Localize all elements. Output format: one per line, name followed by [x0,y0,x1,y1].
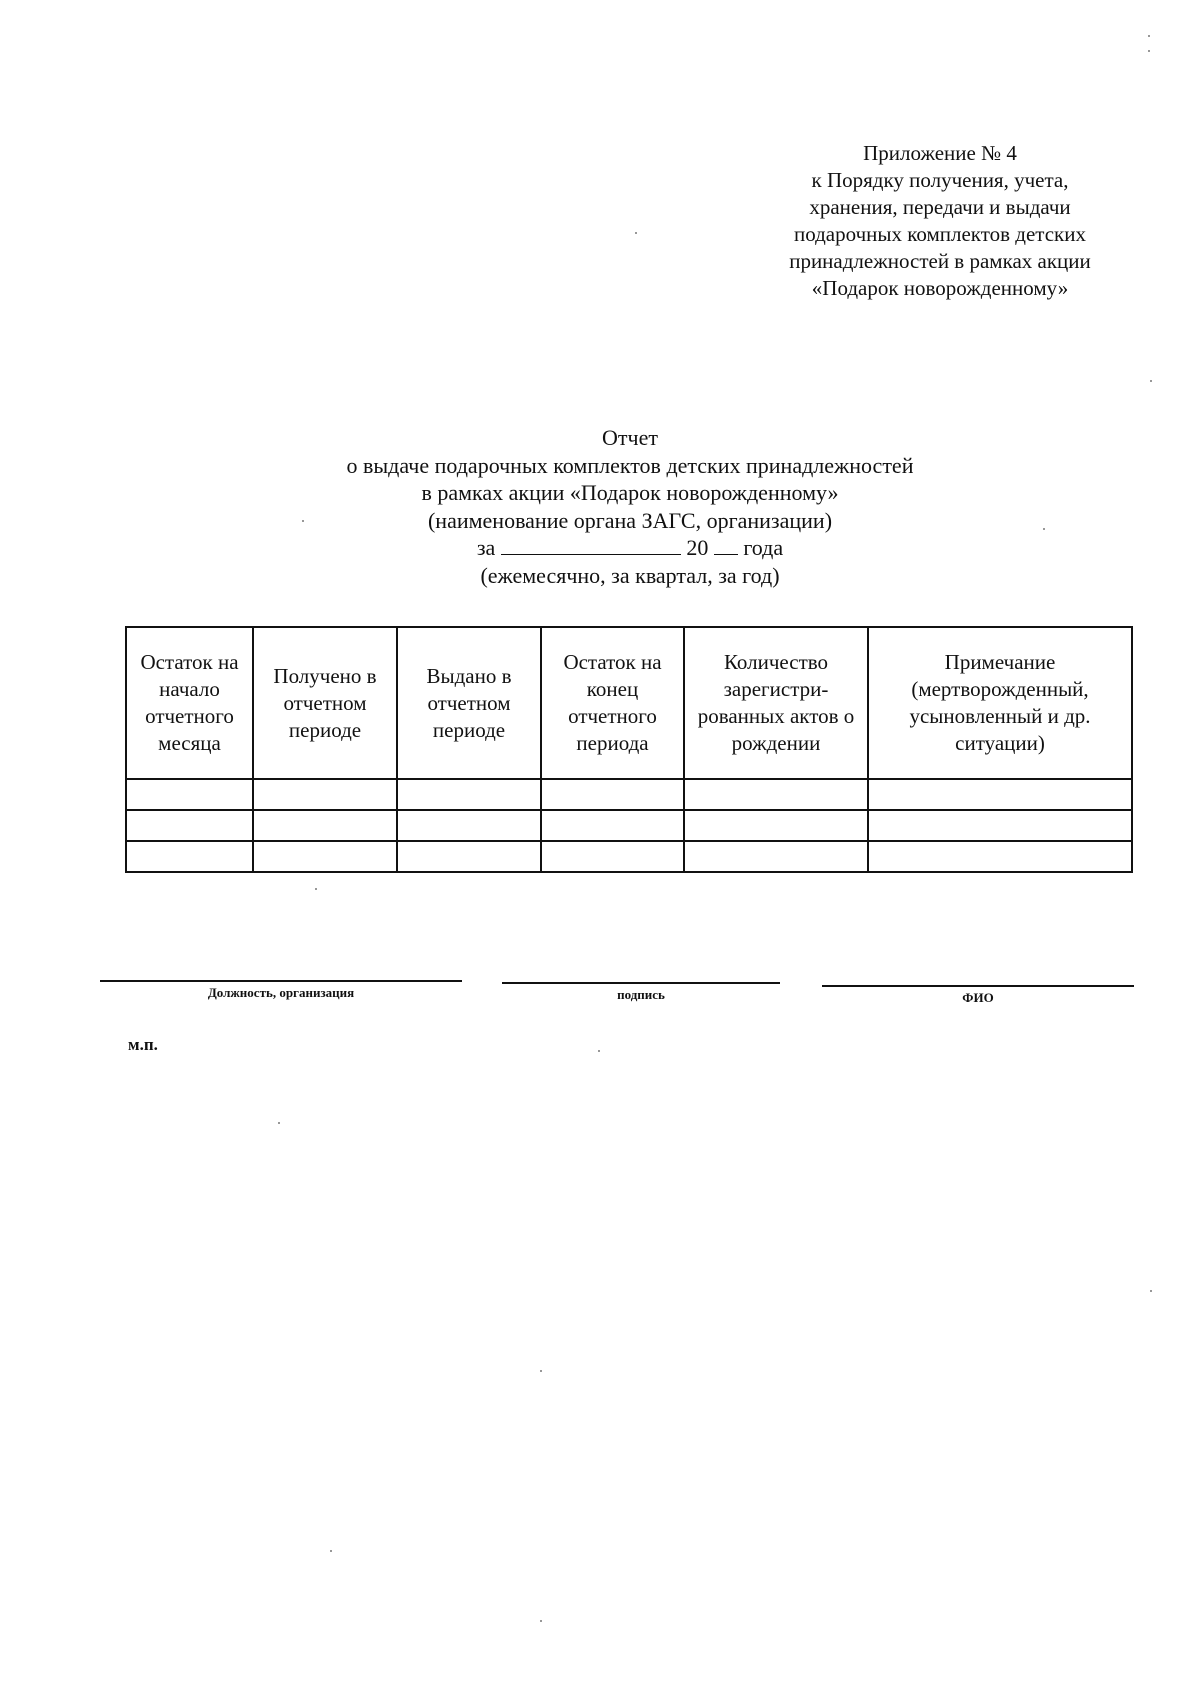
header-line: Количество [723,650,829,674]
appendix-reference [760,140,1120,302]
header-line: рованных актов о [697,704,855,728]
column-header [253,627,397,779]
header-line: отчетного [568,704,657,728]
table-cell[interactable] [684,779,868,810]
header-line: Примечание [944,650,1056,674]
table-cell[interactable] [397,779,541,810]
column-header [541,627,684,779]
column-header [868,627,1132,779]
header-line: зарегистри- [723,677,829,701]
column-header [126,627,253,779]
period-blank[interactable] [501,536,681,555]
appendix-line: принадлежностей в рамках акции [789,249,1091,273]
report-period [125,534,1135,562]
scan-speck [1043,528,1045,530]
report-title: Отчет [602,425,658,450]
table-cell[interactable] [126,841,253,872]
scan-speck [1150,1290,1152,1292]
column-header [397,627,541,779]
table-cell[interactable] [541,779,684,810]
table-cell[interactable] [541,810,684,841]
header-line: конец [586,677,639,701]
name-caption: ФИО [962,990,994,1005]
table-row [126,841,1132,872]
table-cell[interactable] [253,810,397,841]
signature-line[interactable] [502,982,780,984]
period-note: (ежемесячно, за квартал, за год) [480,562,780,588]
header-line: периоде [288,717,362,742]
scan-speck [540,1370,542,1372]
organization-label: (наименование органа ЗАГС, организации) [427,507,833,533]
column-header [684,627,868,779]
period-suffix: года [743,535,784,560]
header-line: месяца [158,731,221,755]
header-line: рождении [731,731,821,755]
table-cell[interactable] [684,841,868,872]
year-blank[interactable] [714,536,738,555]
header-line: Выдано в [426,663,512,688]
header-line: (мертворожденный, [911,677,1089,701]
table-cell[interactable] [868,841,1132,872]
scan-speck [540,1620,542,1622]
header-line: отчетном [283,690,367,715]
scan-speck [330,1550,332,1552]
scan-speck [302,520,304,522]
scan-speck [1148,50,1150,52]
appendix-line: «Подарок новорожденному» [811,276,1069,300]
header-line: усыновленный и др. [909,704,1091,728]
appendix-line: к Порядку получения, учета, [811,168,1069,192]
table-cell[interactable] [253,779,397,810]
table-cell[interactable] [253,841,397,872]
scan-speck [598,1050,600,1052]
header-line: периода [576,731,649,755]
report-subtitle: в рамках акции «Подарок новорожденному» [421,480,839,505]
header-line: отчетного [145,704,234,728]
table-cell[interactable] [126,779,253,810]
appendix-line: подарочных комплектов детских [793,222,1086,246]
scan-speck [1148,35,1150,37]
header-line: начало [159,677,220,701]
table-header-row [126,627,1132,779]
scan-speck [315,888,317,890]
table-cell[interactable] [397,810,541,841]
report-table [125,626,1133,873]
position-caption: Должность, организация [207,985,355,1000]
report-subtitle: о выдаче подарочных комплектов детских принадлежностей [346,452,914,478]
scan-speck [1150,380,1152,382]
header-line: Остаток на [563,650,662,674]
appendix-line: Приложение № 4 [863,141,1017,165]
header-line: ситуации) [955,731,1045,755]
period-prefix: за [476,535,496,560]
report-title-block [125,424,1135,589]
table-cell[interactable] [868,810,1132,841]
stamp-label: м.п. [128,1035,158,1054]
table-row [126,810,1132,841]
period-year-prefix: 20 [686,535,709,560]
table-cell[interactable] [868,779,1132,810]
header-line: Получено в [273,663,377,688]
table-row [126,779,1132,810]
scan-speck [635,232,637,234]
table-cell[interactable] [684,810,868,841]
table-cell[interactable] [541,841,684,872]
signature-caption: подпись [617,987,665,1002]
name-signature-line[interactable] [822,985,1134,987]
appendix-line: хранения, передачи и выдачи [809,195,1071,219]
position-signature-line[interactable] [100,980,462,982]
scan-speck [278,1122,280,1124]
header-line: Остаток на [140,650,239,674]
table-cell[interactable] [397,841,541,872]
header-line: отчетном [427,690,511,715]
table-cell[interactable] [126,810,253,841]
header-line: периоде [432,717,506,742]
